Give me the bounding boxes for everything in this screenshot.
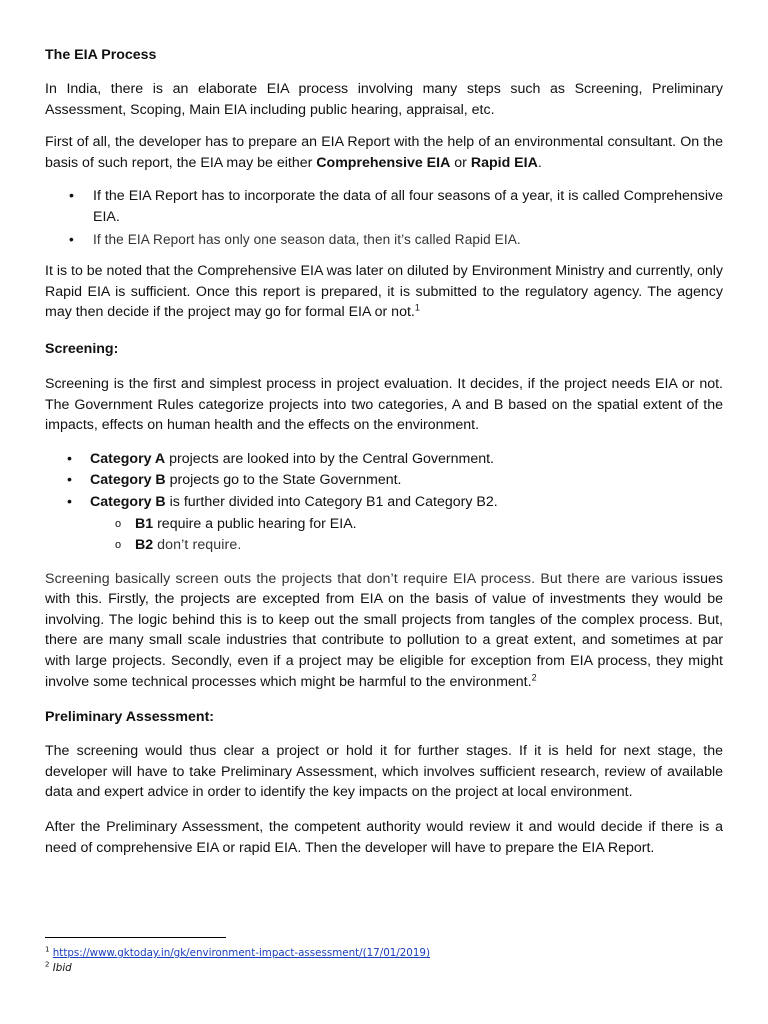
bullet-icon: •: [69, 231, 74, 247]
category-text: projects go to the State Government.: [165, 472, 402, 489]
category-text: projects are looked into by the Central Government.: [165, 450, 495, 467]
list-item: [45, 514, 723, 535]
screening-heading: Screening:: [45, 340, 119, 357]
sub-bullet-icon: o: [115, 517, 122, 530]
screening-issues-text: issues with this. Firstly, the projects are excepted from EIA on the basis of value of investments they would be involving. The logic behind this is to keep out the small projects from tangles of the complex process. But, there are many small scale industries that contribute to pollution to a great extent, and sometimes at par with large projects. Secondly, even if a project may be eligible for exception from EIA process, they might involve some technical processes which might be harmful to the environment.: [45, 570, 724, 690]
eia-types-period: .: [537, 154, 542, 171]
footnote-2: [45, 961, 72, 975]
category-list: [45, 449, 723, 556]
footnote-ref-1[interactable]: 1: [414, 302, 420, 313]
footnote-link[interactable]: https://www.gktoday.in/gk/environment-impact-assessment/(17/01/2019): [52, 947, 430, 959]
footnote-number: 2: [45, 960, 50, 969]
bullet-icon: •: [67, 493, 72, 510]
dilution-paragraph: [45, 261, 723, 323]
bullet-icon: •: [69, 188, 74, 205]
list-item: [45, 186, 723, 227]
eia-types-paragraph: [45, 132, 723, 173]
screening-issues-lead: Screening basically screen outs the projects that don’t require EIA process. But there are various: [45, 570, 678, 587]
footnote-text: Ibid: [52, 962, 72, 974]
category-label: Category B: [90, 493, 166, 510]
category-text: is further divided into Category B1 and Category B2.: [165, 493, 498, 510]
preliminary-paragraph-1: The screening would thus clear a project or hold it for further stages. If it is held for next stage, the developer will have to take Preliminary Assessment, which involves sufficient research, review of available data and expert advice in order to identify the key impacts on the project at local environment.: [45, 743, 723, 801]
sub-bullet-icon: o: [115, 539, 122, 552]
screening-paragraph: Screening is the first and simplest process in project evaluation. It decides, if the project needs EIA or not. The Government Rules categorize projects into two categories, A and B based on the spatial extent of the impacts, effects on human health and the effects on the environment.: [45, 375, 723, 434]
subcategory-label: B2: [135, 537, 154, 554]
subcategory-text: don’t require.: [153, 537, 242, 554]
page-title: The EIA Process: [45, 47, 157, 63]
footnote-1: [45, 946, 430, 960]
preliminary-paragraph-2: After the Preliminary Assessment, the competent authority would review it and would decide if there is a need of comprehensive EIA or rapid EIA. Then the developer will have to prepare the EIA Report.: [45, 819, 723, 856]
footnote-divider: [45, 937, 226, 938]
subcategory-label: B1: [135, 515, 154, 532]
list-item: [45, 470, 723, 491]
list-item: [45, 230, 723, 251]
list-item-text: If the EIA Report has to incorporate the data of all four seasons of a year, it is called Comprehensive EIA.: [93, 188, 723, 225]
list-item: [45, 492, 723, 513]
rapid-eia-term: Rapid EIA: [470, 154, 538, 171]
list-item: [45, 449, 723, 470]
bullet-icon: •: [67, 450, 72, 467]
dilution-text: It is to be noted that the Comprehensive EIA was later on diluted by Environment Ministry and currently, only Rapid EIA is sufficient. Once this report is prepared, it is submitted to the regulatory agency. The agency may then decide if the project may go for formal EIA or not.: [45, 263, 723, 321]
category-label: Category B: [90, 472, 166, 489]
bullet-icon: •: [67, 472, 72, 489]
preliminary-assessment-heading: Preliminary Assessment:: [45, 709, 215, 726]
screening-issues-paragraph: [45, 569, 723, 693]
subcategory-text: require a public hearing for EIA.: [153, 515, 357, 532]
document-page: [45, 44, 723, 858]
list-item: [45, 535, 723, 556]
list-item-text: If the EIA Report has only one season data, then it’s called Rapid EIA.: [93, 231, 521, 247]
footnote-number: 1: [45, 945, 50, 954]
eia-type-list: [45, 186, 723, 250]
comprehensive-eia-term: Comprehensive EIA: [316, 154, 451, 171]
category-label: Category A: [90, 450, 166, 467]
intro-paragraph: In India, there is an elaborate EIA process involving many steps such as Screening, Preliminary Assessment, Scoping, Main EIA including public hearing, appraisal, etc.: [45, 81, 723, 118]
footnote-ref-2[interactable]: 2: [531, 671, 537, 682]
eia-types-or: or: [450, 154, 471, 171]
eia-types-text: First of all, the developer has to prepare an EIA Report with the help of an environmental consultant. On the basis of such report, the EIA may be either: [45, 134, 723, 171]
